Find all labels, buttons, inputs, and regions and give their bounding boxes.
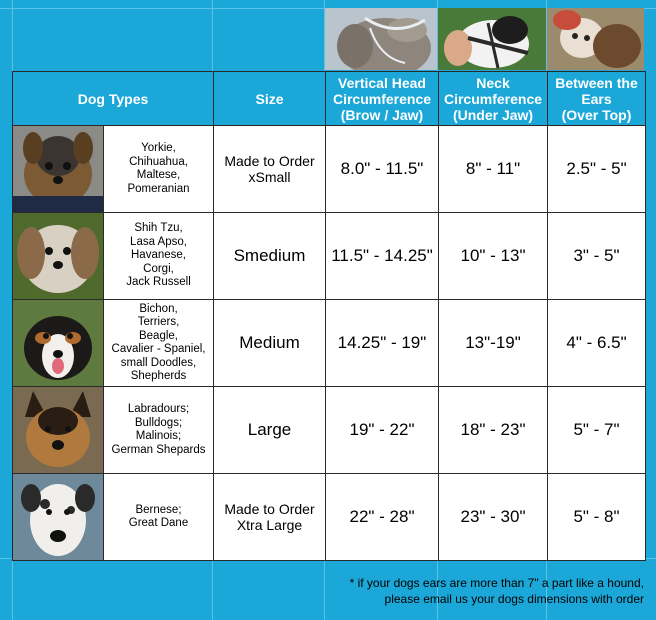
- header-neck: [439, 72, 548, 126]
- neck-circumference-value: 8" - 11": [439, 126, 548, 213]
- dog-types-cell: [104, 213, 214, 300]
- neck-circumference-value: 10" - 13": [439, 213, 548, 300]
- header-line: Neck: [476, 74, 510, 91]
- dog-type: Cavalier - Spaniel,: [111, 343, 206, 355]
- dog-photo-yorkie: [13, 126, 104, 213]
- dog-type: small Doodles,: [120, 356, 197, 369]
- header-between-ears: [548, 72, 646, 126]
- header-line: Vertical Head: [338, 74, 426, 91]
- header-dog-types: Dog Types: [13, 72, 214, 126]
- dog-type: Beagle,: [138, 329, 178, 342]
- dog-type: Malinois;: [135, 430, 182, 442]
- dog-photo-german-shepherd: [13, 387, 104, 474]
- size-line: Medium: [239, 333, 300, 352]
- dog-type: Bernese;: [135, 503, 182, 516]
- table-row: [13, 126, 646, 213]
- between-ears-value: 5" - 8": [548, 474, 646, 561]
- size-line: Large: [247, 420, 292, 439]
- dog-type: Great Dane: [128, 517, 189, 529]
- size-cell: [214, 474, 326, 561]
- dog-type: Bichon,: [139, 302, 178, 315]
- header-line: Circumference: [332, 90, 432, 107]
- head-circumference-value: 22" - 28": [326, 474, 439, 561]
- table-row: [13, 213, 646, 300]
- header-photo-harness: [438, 8, 546, 70]
- footnote: [350, 575, 644, 607]
- dog-type: Shepherds: [130, 370, 187, 382]
- neck-circumference-value: 13"-19": [439, 300, 548, 387]
- size-line: Made to Order: [224, 153, 315, 169]
- header-line: (Brow / Jaw): [340, 106, 424, 123]
- neck-circumference-value: 23" - 30": [439, 474, 548, 561]
- between-ears-value: 2.5" - 5": [548, 126, 646, 213]
- dog-type: Havanese,: [131, 249, 186, 262]
- dog-type: Lasa Apso,: [130, 235, 187, 248]
- table-row: [13, 387, 646, 474]
- dog-type: Yorkie,: [141, 142, 176, 154]
- size-line: Made to Order: [224, 501, 315, 517]
- dog-photo-great-dane: [13, 474, 104, 561]
- between-ears-value: 3" - 5": [548, 213, 646, 300]
- size-cell: [214, 213, 326, 300]
- header-photo-pet-owner: [547, 8, 644, 70]
- dog-type: Labradours;: [127, 403, 190, 415]
- header-line: Between the: [555, 74, 638, 91]
- footnote-line: * if your dogs ears are more than 7" a part like a hound,: [349, 576, 644, 590]
- size-cell: [214, 387, 326, 474]
- table-row: [13, 300, 646, 387]
- dog-types-cell: [104, 300, 214, 387]
- head-circumference-value: 11.5" - 14.25": [326, 213, 439, 300]
- dog-type: Jack Russell: [126, 276, 191, 289]
- header-line: (Under Jaw): [452, 106, 534, 123]
- dog-type: Corgi,: [143, 262, 174, 275]
- header-vertical-head: [326, 72, 439, 126]
- size-line: Xtra Large: [236, 517, 303, 533]
- dog-photo-shih-tzu: [13, 213, 104, 300]
- dog-type: Pomeranian: [127, 182, 190, 195]
- between-ears-value: 5" - 7": [548, 387, 646, 474]
- header-line: (Over Top): [561, 106, 632, 123]
- between-ears-value: 4" - 6.5": [548, 300, 646, 387]
- head-circumference-value: 19" - 22": [326, 387, 439, 474]
- dog-types-cell: [104, 387, 214, 474]
- dog-type: Maltese,: [136, 169, 181, 181]
- header-size: Size: [214, 72, 326, 126]
- header-photo-weimaraner: [325, 8, 437, 70]
- dog-types-cell: [104, 126, 214, 213]
- footnote-line: please email us your dogs dimensions with order: [384, 592, 644, 606]
- dog-type: Terriers,: [137, 316, 180, 328]
- dog-types-cell: [104, 474, 214, 561]
- size-chart-table: [12, 71, 646, 561]
- head-circumference-value: 8.0" - 11.5": [326, 126, 439, 213]
- table-row: [13, 474, 646, 561]
- header-row: [13, 72, 646, 126]
- header-line: Ears: [581, 90, 612, 107]
- neck-circumference-value: 18" - 23": [439, 387, 548, 474]
- size-line: Smedium: [233, 246, 306, 265]
- dog-type: Chihuahua,: [129, 155, 188, 168]
- dog-type: Shih Tzu,: [134, 222, 183, 235]
- head-circumference-value: 14.25" - 19": [326, 300, 439, 387]
- size-line: xSmall: [248, 169, 291, 185]
- header-line: Circumference: [443, 90, 543, 107]
- dog-type: German Shepards: [111, 443, 206, 456]
- dog-photo-shepherd: [13, 300, 104, 387]
- size-cell: [214, 126, 326, 213]
- dog-type: Bulldogs;: [134, 416, 183, 429]
- size-cell: [214, 300, 326, 387]
